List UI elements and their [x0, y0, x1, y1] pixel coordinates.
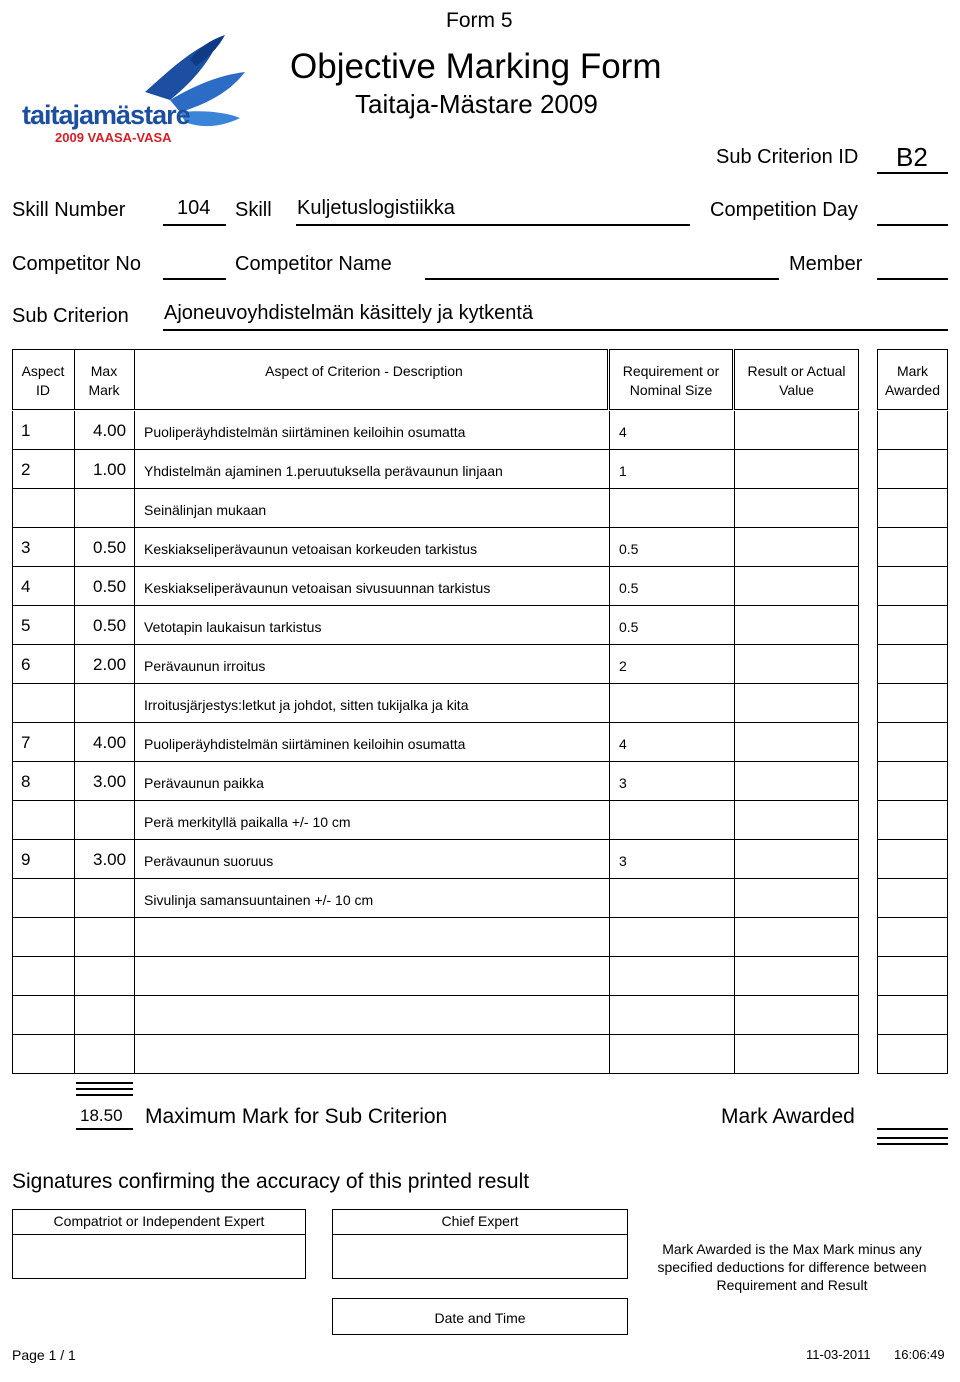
- row-max-mark-cell: [74, 801, 134, 840]
- table-row: [0, 489, 960, 528]
- row-description: Perävaunun suoruus: [144, 853, 274, 869]
- row-requirement-cell: [609, 567, 734, 606]
- row-max-mark: 1.00: [93, 460, 127, 479]
- row-requirement-cell: [609, 957, 734, 996]
- row-max-mark: 0.50: [93, 616, 127, 635]
- row-description-cell: [134, 918, 609, 957]
- header-max-mark: Max Mark: [88, 363, 120, 398]
- table-row: [0, 762, 960, 801]
- row-requirement-cell: [609, 723, 734, 762]
- row-description-cell: [134, 957, 609, 996]
- row-aspect-id-cell: [12, 996, 74, 1035]
- header-awarded: Mark Awarded: [884, 363, 940, 398]
- competitor-name-label: Competitor Name: [235, 253, 392, 275]
- row-aspect-id: 5: [21, 616, 31, 635]
- logo: [20, 30, 250, 150]
- table-row: [0, 567, 960, 606]
- row-aspect-id-cell: [12, 762, 74, 801]
- row-aspect-id-cell: [12, 918, 74, 957]
- row-result-cell[interactable]: [734, 957, 859, 996]
- sub-criterion-id-label: Sub Criterion ID: [716, 146, 859, 168]
- row-result-cell[interactable]: [734, 918, 859, 957]
- row-max-mark-cell: [74, 918, 134, 957]
- row-result-cell[interactable]: [734, 606, 859, 645]
- row-result-cell[interactable]: [734, 450, 859, 489]
- row-description: Puoliperäyhdistelmän siirtäminen keiloihin osumatta: [144, 424, 466, 440]
- row-requirement-cell: [609, 489, 734, 528]
- row-aspect-id-cell: [12, 645, 74, 684]
- row-aspect-id: 8: [21, 772, 31, 791]
- row-aspect-id: 2: [21, 460, 31, 479]
- row-aspect-id: 6: [21, 655, 31, 674]
- row-requirement-cell: [609, 528, 734, 567]
- date-time-label: Date and Time: [434, 1310, 526, 1326]
- row-awarded-cell[interactable]: [877, 957, 948, 996]
- row-max-mark-cell: [74, 411, 134, 450]
- row-aspect-id-cell: [12, 957, 74, 996]
- skill-number-value[interactable]: 104: [177, 197, 211, 219]
- table-row: [0, 411, 960, 450]
- row-aspect-id-cell: [12, 489, 74, 528]
- skill-label: Skill: [235, 199, 272, 221]
- table-row: [0, 684, 960, 723]
- row-requirement-cell: [609, 996, 734, 1035]
- mark-awarded-note: Mark Awarded is the Max Mark minus any specified deductions for difference between Requirement and Result: [657, 1241, 927, 1293]
- member-label: Member: [789, 253, 863, 275]
- row-max-mark-cell: [74, 489, 134, 528]
- header-result: Result or Actual Value: [747, 363, 846, 398]
- row-awarded-cell[interactable]: [877, 762, 948, 801]
- row-aspect-id: 3: [21, 538, 31, 557]
- row-requirement-cell: [609, 762, 734, 801]
- row-max-mark-cell: [74, 567, 134, 606]
- header-description: Aspect of Criterion - Description: [265, 363, 463, 379]
- row-description-cell: [134, 996, 609, 1035]
- row-result-cell[interactable]: [734, 723, 859, 762]
- page-subtitle: Taitaja-Mästare 2009: [355, 89, 598, 119]
- row-aspect-id-cell: [12, 723, 74, 762]
- row-awarded-cell[interactable]: [877, 645, 948, 684]
- row-result-cell[interactable]: [734, 684, 859, 723]
- table-row: [0, 879, 960, 918]
- row-requirement: 4: [619, 424, 627, 440]
- row-aspect-id-cell: [12, 450, 74, 489]
- row-result-cell[interactable]: [734, 567, 859, 606]
- table-row: [0, 450, 960, 489]
- print-time: 16:06:49: [894, 1347, 945, 1362]
- row-result-cell[interactable]: [734, 1035, 859, 1074]
- skill-number-label: Skill Number: [12, 199, 126, 221]
- row-aspect-id: 4: [21, 577, 31, 596]
- row-max-mark-cell: [74, 528, 134, 567]
- row-aspect-id-cell: [12, 879, 74, 918]
- row-requirement-cell: [609, 879, 734, 918]
- row-max-mark-cell: [74, 723, 134, 762]
- row-description-cell: [134, 567, 609, 606]
- row-requirement-cell: [609, 411, 734, 450]
- row-awarded-cell[interactable]: [877, 1035, 948, 1074]
- chief-expert-label: Chief Expert: [441, 1213, 519, 1229]
- row-awarded-cell[interactable]: [877, 567, 948, 606]
- row-max-mark-cell: [74, 957, 134, 996]
- logo-tagline: 2009 VAASA-VASA: [55, 130, 172, 145]
- row-awarded-cell[interactable]: [877, 450, 948, 489]
- row-requirement-cell: [609, 606, 734, 645]
- row-result-cell[interactable]: [734, 801, 859, 840]
- row-description-cell: [134, 879, 609, 918]
- table-row: [0, 723, 960, 762]
- row-requirement: 0.5: [619, 541, 639, 557]
- row-awarded-cell[interactable]: [877, 684, 948, 723]
- row-awarded-cell[interactable]: [877, 489, 948, 528]
- row-result-cell[interactable]: [734, 411, 859, 450]
- row-description-cell: [134, 411, 609, 450]
- row-description: Perävaunun paikka: [144, 775, 264, 791]
- row-awarded-cell[interactable]: [877, 801, 948, 840]
- page-title: Objective Marking Form: [290, 47, 662, 86]
- sub-criterion-label: Sub Criterion: [12, 305, 129, 327]
- print-date: 11-03-2011: [806, 1347, 871, 1362]
- competition-day-label: Competition Day: [710, 199, 858, 221]
- row-requirement-cell: [609, 450, 734, 489]
- row-description: Sivulinja samansuuntainen +/- 10 cm: [144, 892, 374, 908]
- row-result-cell[interactable]: [734, 528, 859, 567]
- row-aspect-id: 7: [21, 733, 31, 752]
- row-result-cell[interactable]: [734, 996, 859, 1035]
- row-max-mark: 2.00: [93, 655, 127, 674]
- row-max-mark: 4.00: [93, 421, 127, 440]
- row-requirement: 4: [619, 736, 627, 752]
- table-row: [0, 645, 960, 684]
- row-description: Perävaunun irroitus: [144, 658, 266, 674]
- table-row: [0, 1035, 960, 1074]
- row-description-cell: [134, 684, 609, 723]
- signatures-heading: Signatures confirming the accuracy of this printed result: [12, 1170, 530, 1193]
- row-max-mark-cell: [74, 1035, 134, 1074]
- row-description-cell: [134, 606, 609, 645]
- row-awarded-cell[interactable]: [877, 411, 948, 450]
- row-result-cell[interactable]: [734, 645, 859, 684]
- row-description-cell: [134, 762, 609, 801]
- header-requirement: Requirement or Nominal Size: [622, 363, 720, 398]
- row-description: Seinälinjan mukaan: [144, 502, 267, 518]
- row-awarded-cell[interactable]: [877, 723, 948, 762]
- row-description-cell: [134, 801, 609, 840]
- sub-criterion-value: Ajoneuvoyhdistelmän käsittely ja kytkentä: [164, 302, 534, 324]
- row-description-cell: [134, 528, 609, 567]
- row-description-cell: [134, 1035, 609, 1074]
- row-result-cell[interactable]: [734, 879, 859, 918]
- row-requirement: 1: [619, 463, 627, 479]
- row-result-cell[interactable]: [734, 840, 859, 879]
- row-description-cell: [134, 489, 609, 528]
- row-requirement-cell: [609, 840, 734, 879]
- row-aspect-id: 1: [21, 421, 31, 440]
- row-requirement: 3: [619, 775, 627, 791]
- competitor-no-label: Competitor No: [12, 253, 141, 275]
- max-total-value: 18.50: [80, 1106, 123, 1125]
- logo-wordmark: taitajamästare: [22, 100, 190, 130]
- table-row: [0, 840, 960, 879]
- row-description-cell: [134, 723, 609, 762]
- form-label: Form 5: [446, 9, 513, 32]
- row-description-cell: [134, 450, 609, 489]
- row-aspect-id-cell: [12, 801, 74, 840]
- row-requirement-cell: [609, 645, 734, 684]
- row-max-mark-cell: [74, 879, 134, 918]
- row-max-mark: 0.50: [93, 538, 127, 557]
- compatriot-label: Compatriot or Independent Expert: [53, 1213, 265, 1229]
- row-requirement-cell: [609, 1035, 734, 1074]
- row-requirement: 3: [619, 853, 627, 869]
- row-awarded-cell[interactable]: [877, 918, 948, 957]
- row-requirement-cell: [609, 684, 734, 723]
- mark-awarded-label: Mark Awarded: [721, 1105, 855, 1128]
- row-description: Keskiakseliperävaunun vetoaisan sivusuunnan tarkistus: [144, 580, 491, 596]
- row-awarded-cell[interactable]: [877, 879, 948, 918]
- row-description: Keskiakseliperävaunun vetoaisan korkeuden tarkistus: [144, 541, 478, 557]
- skill-value[interactable]: Kuljetuslogistiikka: [297, 197, 455, 219]
- row-max-mark-cell: [74, 684, 134, 723]
- row-requirement-cell: [609, 918, 734, 957]
- row-result-cell[interactable]: [734, 762, 859, 801]
- row-awarded-cell[interactable]: [877, 996, 948, 1035]
- table-row: [0, 606, 960, 645]
- row-awarded-cell[interactable]: [877, 528, 948, 567]
- row-max-mark: 3.00: [93, 772, 127, 791]
- table-row: [0, 528, 960, 567]
- row-aspect-id-cell: [12, 411, 74, 450]
- row-description-cell: [134, 840, 609, 879]
- row-aspect-id-cell: [12, 567, 74, 606]
- row-aspect-id-cell: [12, 840, 74, 879]
- row-requirement: 0.5: [619, 619, 639, 635]
- row-aspect-id-cell: [12, 1035, 74, 1074]
- row-aspect-id-cell: [12, 684, 74, 723]
- row-aspect-id-cell: [12, 606, 74, 645]
- row-max-mark-cell: [74, 450, 134, 489]
- table-row: [0, 996, 960, 1035]
- row-description: Irroitusjärjestys:letkut ja johdot, sitten tukijalka ja kita: [144, 697, 469, 713]
- max-total-label: Maximum Mark for Sub Criterion: [145, 1105, 448, 1128]
- row-description: Vetotapin laukaisun tarkistus: [144, 619, 322, 635]
- header-aspect-id: Aspect ID: [21, 363, 65, 398]
- row-aspect-id-cell: [12, 528, 74, 567]
- row-max-mark: 3.00: [93, 850, 127, 869]
- row-requirement-cell: [609, 801, 734, 840]
- row-aspect-id: 9: [21, 850, 31, 869]
- row-awarded-cell[interactable]: [877, 840, 948, 879]
- row-requirement: 2: [619, 658, 627, 674]
- row-description: Perä merkityllä paikalla +/- 10 cm: [144, 814, 351, 830]
- row-max-mark: 0.50: [93, 577, 127, 596]
- row-awarded-cell[interactable]: [877, 606, 948, 645]
- row-result-cell[interactable]: [734, 489, 859, 528]
- row-max-mark-cell: [74, 762, 134, 801]
- row-description-cell: [134, 645, 609, 684]
- row-requirement: 0.5: [619, 580, 639, 596]
- row-max-mark: 4.00: [93, 733, 127, 752]
- table-row: [0, 801, 960, 840]
- table-row: [0, 957, 960, 996]
- row-max-mark-cell: [74, 645, 134, 684]
- table-row: [0, 918, 960, 957]
- row-description: Puoliperäyhdistelmän siirtäminen keiloihin osumatta: [144, 736, 466, 752]
- page-number: Page 1 / 1: [12, 1347, 76, 1363]
- row-max-mark-cell: [74, 840, 134, 879]
- row-max-mark-cell: [74, 606, 134, 645]
- sub-criterion-id-value: B2: [896, 142, 928, 172]
- row-description: Yhdistelmän ajaminen 1.peruutuksella perävaunun linjaan: [144, 463, 503, 479]
- row-max-mark-cell: [74, 996, 134, 1035]
